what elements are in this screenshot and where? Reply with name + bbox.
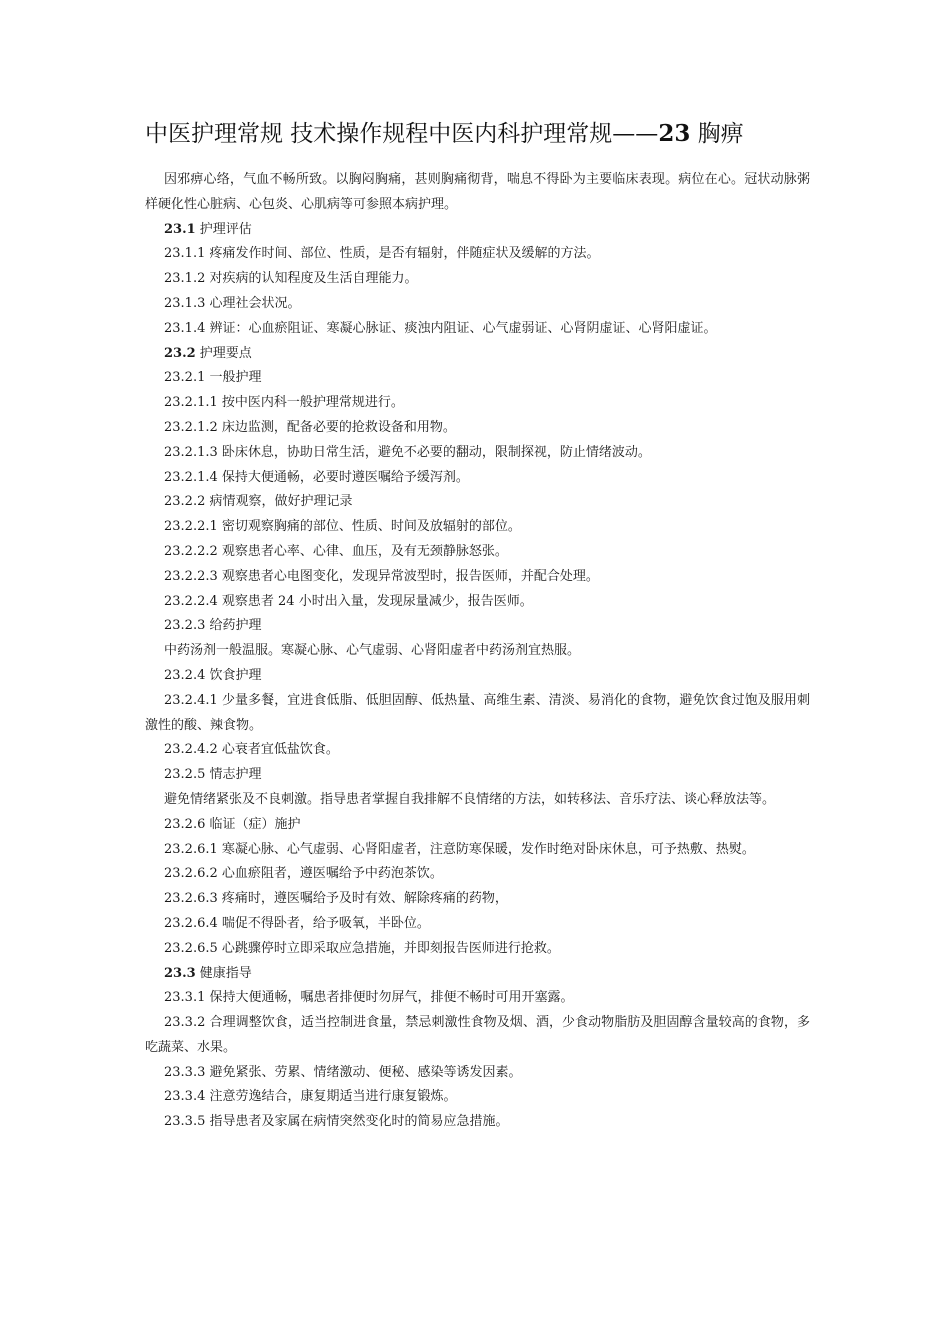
list-item: 23.2.6 临证（症）施护 (164, 816, 301, 832)
list-item: 23.1.4 辨证：心血瘀阻证、寒凝心脉证、痰浊内阻证、心气虚弱证、心肾阴虚证、心肾阳虚证。 (164, 320, 717, 336)
list-item: 23.2.6.5 心跳骤停时立即采取应急措施，并即刻报告医师进行抢救。 (164, 940, 560, 956)
section-number: 23.2 (164, 345, 196, 361)
list-item: 23.2.1.4 保持大便通畅，必要时遵医嘱给予缓泻剂。 (164, 469, 469, 485)
section-heading (145, 342, 810, 367)
list-item: 23.2.1.2 床边监测，配备必要的抢救设备和用物。 (164, 419, 456, 435)
section-heading-text: 护理要点 (195, 345, 252, 361)
list-item: 23.1.3 心理社会状况。 (164, 295, 301, 311)
section-heading (145, 962, 810, 987)
list-item: 23.2.6.4 喘促不得卧者，给予吸氧，半卧位。 (164, 915, 430, 931)
list-item: 23.2.6.2 心血瘀阻者，遵医嘱给予中药泡茶饮。 (164, 866, 443, 882)
page-title (145, 118, 845, 150)
list-item: 23.3.4 注意劳逸结合，康复期适当进行康复锻炼。 (164, 1089, 457, 1105)
title-prefix: 中医护理常规 技术操作规程中医内科护理常规—— (145, 121, 659, 147)
list-item: 23.2.5 情志护理 (164, 767, 262, 783)
list-item: 23.2.4.2 心衰者宜低盐饮食。 (164, 742, 339, 758)
list-item: 23.2.2.2 观察患者心率、心律、血压，及有无颈静脉怒张。 (164, 543, 508, 559)
document-body (145, 168, 810, 1135)
body-paragraph: 23.3.2 合理调整饮食，适当控制进食量，禁忌刺激性食物及烟、酒，少食动物脂肪及胆固醇含量较高的食物，多吃蔬菜、水果。 (145, 1015, 810, 1055)
section-heading-text: 护理评估 (195, 221, 252, 237)
body-paragraph: 避免情绪紧张及不良刺激。指导患者掌握自我排解不良情绪的方法，如转移法、音乐疗法、谈心释放法等。 (164, 791, 776, 807)
section-number: 23.3 (164, 965, 196, 981)
section-heading (145, 218, 810, 243)
list-item: 23.3.5 指导患者及家属在病情突然变化时的简易应急措施。 (164, 1114, 509, 1130)
list-item: 23.2.6.1 寒凝心脉、心气虚弱、心肾阳虚者，注意防寒保暖，发作时绝对卧床休息，可予热敷、热熨。 (164, 841, 755, 857)
section-heading-text: 健康指导 (195, 965, 252, 981)
body-paragraph: 中药汤剂一般温服。寒凝心脉、心气虚弱、心肾阳虚者中药汤剂宜热服。 (164, 643, 581, 659)
title-number: 23 (658, 120, 691, 147)
list-item: 23.2.1.1 按中医内科一般护理常规进行。 (164, 395, 404, 411)
title-suffix: 胸痹 (690, 121, 744, 147)
list-item: 23.1.2 对疾病的认知程度及生活自理能力。 (164, 271, 418, 287)
section-number: 23.1 (164, 221, 196, 237)
list-item: 23.2.2 病情观察，做好护理记录 (164, 494, 353, 510)
body-paragraph: 23.2.4.1 少量多餐，宜进食低脂、低胆固醇、低热量、高维生素、清淡、易消化的食物，避免饮食过饱及服用刺激性的酸、辣食物。 (145, 692, 810, 733)
list-item: 23.2.2.1 密切观察胸痛的部位、性质、时间及放辐射的部位。 (164, 519, 521, 535)
list-item: 23.3.3 避免紧张、劳累、情绪激动、便秘、感染等诱发因素。 (164, 1064, 522, 1080)
list-item: 23.2.6.3 疼痛时，遵医嘱给予及时有效、解除疼痛的药物， (164, 891, 508, 907)
list-item: 23.2.2.4 观察患者 24 小时出入量，发现尿量减少，报告医师。 (164, 593, 533, 609)
list-item: 23.2.1.3 卧床休息，协助日常生活，避免不必要的翻动，限制探视，防止情绪波动。 (164, 444, 651, 460)
list-item: 23.3.1 保持大便通畅，嘱患者排便时勿屏气，排便不畅时可用开塞露。 (164, 990, 574, 1006)
list-item: 23.2.1 一般护理 (164, 370, 262, 386)
list-item: 23.2.3 给药护理 (164, 618, 262, 634)
list-item: 23.1.1 疼痛发作时间、部位、性质，是否有辐射，伴随症状及缓解的方法。 (164, 246, 600, 262)
list-item: 23.2.2.3 观察患者心电图变化，发现异常波型时，报告医师，并配合处理。 (164, 568, 599, 584)
body-paragraph: 因邪痹心络，气血不畅所致。以胸闷胸痛，甚则胸痛彻背，喘息不得卧为主要临床表现。病位在心。冠状动脉粥样硬化性心脏病、心包炎、心肌病等可参照本病护理。 (145, 172, 810, 212)
list-item: 23.2.4 饮食护理 (164, 667, 262, 683)
